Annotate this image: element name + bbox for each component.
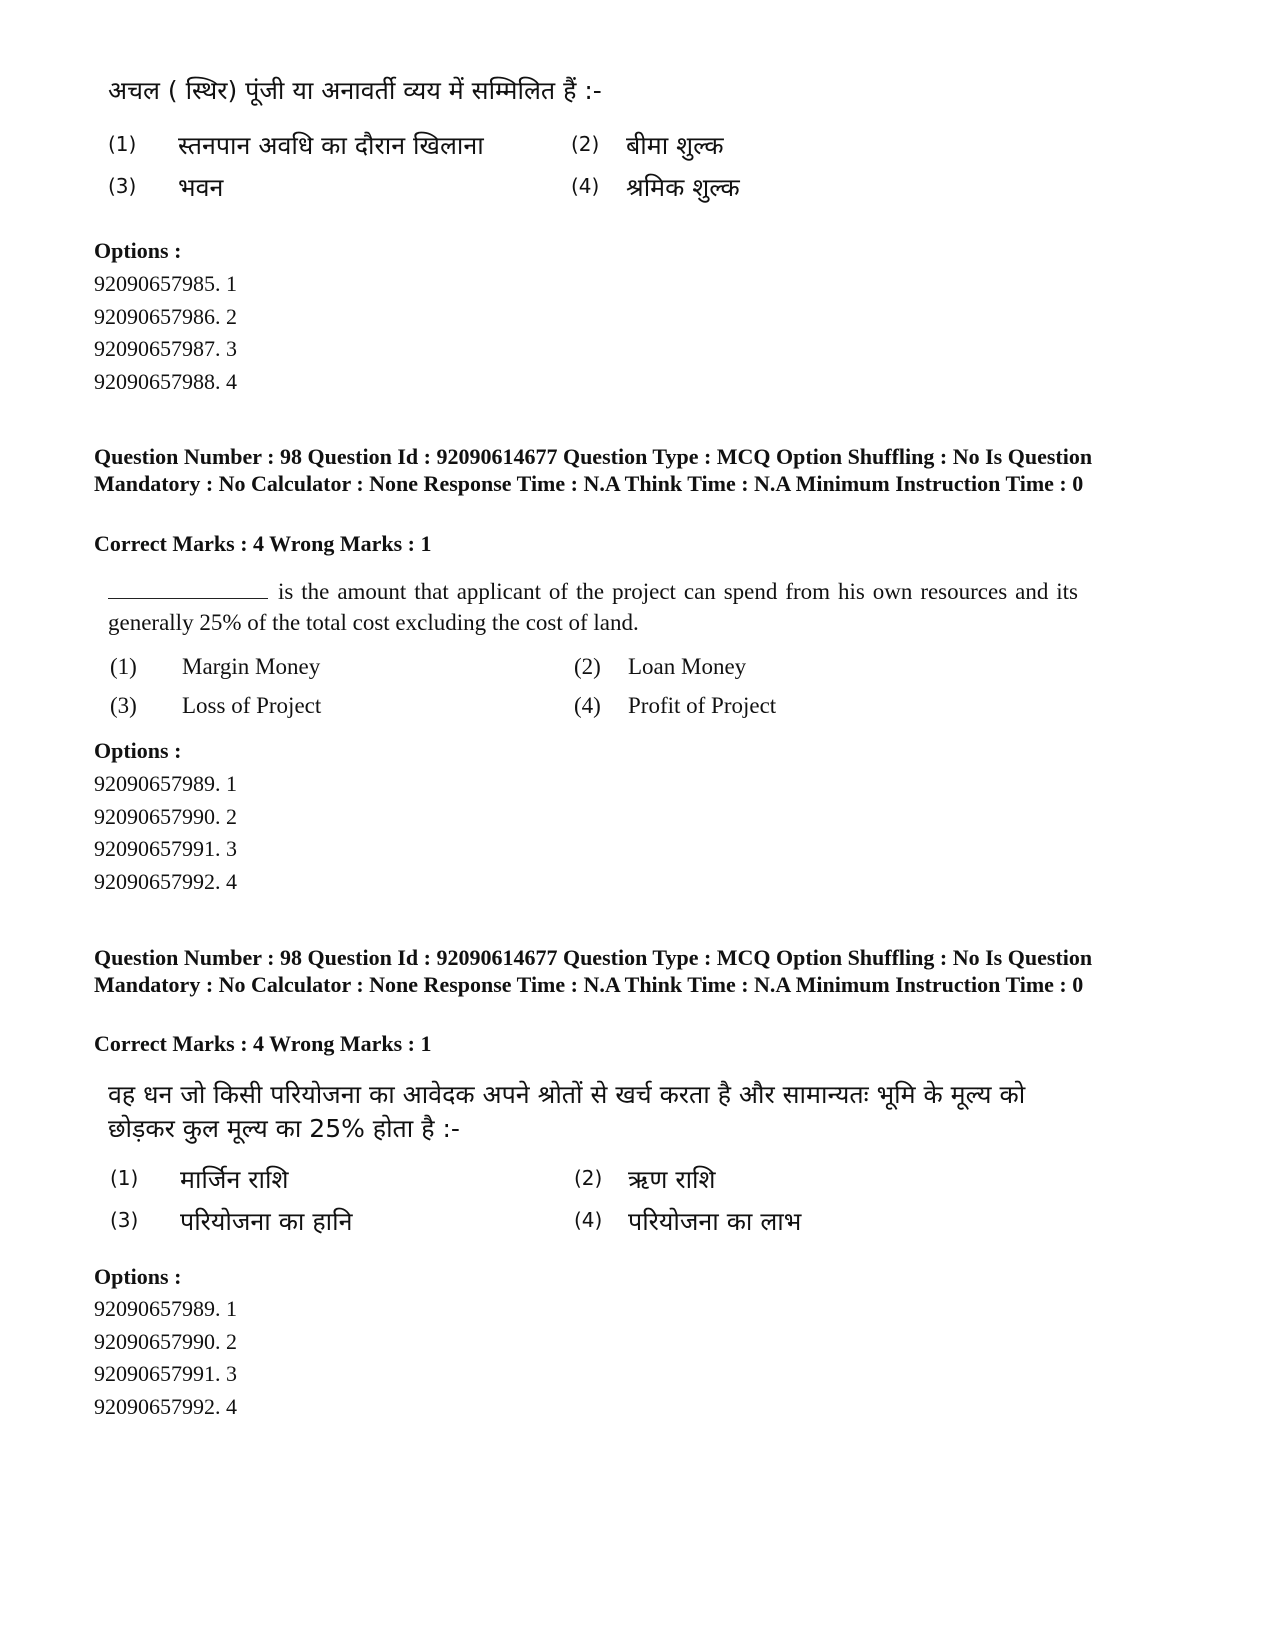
options-list — [94, 768, 237, 898]
choice-number: (1) — [108, 132, 137, 156]
option-id: 92090657987. 3 — [94, 336, 237, 361]
options-label: Options : — [94, 738, 182, 763]
option-id: 92090657992. 4 — [94, 1393, 237, 1419]
choice-number: (4) — [574, 693, 601, 718]
question-metadata: Question Number : 98 Question Id : 92090614677 Question Type : MCQ Option Shuffling : No Is Question Mandatory : No Calculator : None Response Time : N.A Think Time : N.A Minimum Instruction Time : 0 — [94, 444, 1093, 496]
marks-info: Correct Marks : 4 Wrong Marks : 1 — [94, 531, 432, 556]
choice-text: स्तनपान अवधि का दौरान खिलाना — [178, 131, 484, 160]
option-id: 92090657991. 3 — [94, 836, 237, 861]
choice-text: मार्जिन राशि — [180, 1165, 289, 1194]
choice-text: Loss of Project — [182, 693, 322, 718]
option-id: 92090657990. 2 — [94, 803, 237, 829]
question-stem-line-1: वह धन जो किसी परियोजना का आवेदक अपने श्रोतों से खर्च करता है और सामान्यतः भूमि के मूल्य को — [108, 1080, 1026, 1109]
choice-number: (2) — [571, 132, 600, 156]
choice-number: (3) — [110, 693, 137, 718]
question-stem: अचल ( स्थिर) पूंजी या अनावर्ती व्यय में सम्मिलित हैं :- — [108, 76, 602, 105]
question-stem-line-2: छोड़कर कुल मूल्य का 25% होता है :- — [108, 1114, 460, 1143]
option-id: 92090657989. 1 — [94, 771, 237, 796]
choice-number: (4) — [571, 174, 600, 198]
choice-number: (3) — [110, 1208, 139, 1232]
choice-text: Profit of Project — [628, 693, 777, 718]
options-list — [94, 268, 237, 398]
option-id: 92090657992. 4 — [94, 868, 237, 894]
question-metadata: Question Number : 98 Question Id : 92090614677 Question Type : MCQ Option Shuffling : No Is Question Mandatory : No Calculator : None Response Time : N.A Think Time : N.A Minimum Instruction Time : 0 — [94, 945, 1093, 997]
option-id: 92090657990. 2 — [94, 1328, 237, 1354]
choice-text: Loan Money — [628, 654, 747, 679]
choice-text: श्रमिक शुल्क — [626, 173, 740, 202]
choice-text: ऋण राशि — [628, 1165, 716, 1194]
choice-number: (1) — [110, 654, 137, 679]
choice-text: बीमा शुल्क — [626, 131, 724, 160]
choice-number: (3) — [108, 174, 137, 198]
question-stem-text: is the amount that applicant of the project can spend from his own resources and its generally 25% of the total cost excluding the cost of land. — [108, 579, 1078, 635]
choice-number: (1) — [110, 1166, 139, 1190]
marks-info: Correct Marks : 4 Wrong Marks : 1 — [94, 1031, 432, 1056]
question-image-3 — [108, 1078, 1025, 1146]
choice-text: परियोजना का लाभ — [628, 1207, 802, 1236]
choice-number: (4) — [574, 1208, 603, 1232]
choice-text: Margin Money — [182, 654, 321, 679]
option-id: 92090657986. 2 — [94, 303, 237, 329]
option-id: 92090657991. 3 — [94, 1361, 237, 1386]
option-id: 92090657988. 4 — [94, 368, 237, 394]
options-label: Options : — [94, 238, 182, 263]
choice-number: (2) — [574, 1166, 603, 1190]
choice-text: परियोजना का हानि — [180, 1207, 353, 1236]
choice-number: (2) — [574, 654, 601, 679]
option-id: 92090657985. 1 — [94, 271, 237, 296]
question-image-2 — [108, 576, 1078, 638]
question-image-1 — [108, 74, 602, 108]
options-label: Options : — [94, 1264, 182, 1289]
options-list — [94, 1293, 237, 1423]
fill-in-blank — [108, 580, 268, 599]
question-stem — [108, 576, 1078, 638]
option-id: 92090657989. 1 — [94, 1296, 237, 1321]
choice-text: भवन — [178, 173, 224, 202]
